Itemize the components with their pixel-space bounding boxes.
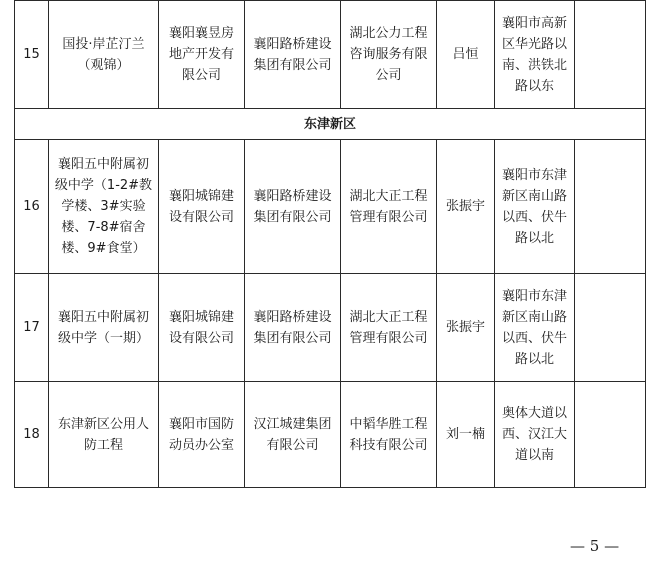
project-table [14, 0, 646, 488]
cell-person: 张振宇 [437, 274, 495, 382]
cell-project: 襄阳五中附属初级中学（1-2#教学楼、3#实验楼、7-8#宿舍楼、9#食堂） [49, 140, 159, 274]
cell-project: 东津新区公用人防工程 [49, 382, 159, 488]
table-body-top [15, 1, 646, 109]
cell-blank [575, 274, 646, 382]
table-row [15, 382, 646, 488]
cell-location: 襄阳市东津新区南山路以西、伏牛路以北 [495, 274, 575, 382]
cell-blank [575, 382, 646, 488]
section-row [15, 109, 646, 140]
cell-blank [575, 140, 646, 274]
cell-location: 襄阳市东津新区南山路以西、伏牛路以北 [495, 140, 575, 274]
cell-builder: 襄阳城锦建设有限公司 [159, 140, 245, 274]
cell-builder: 襄阳襄昱房地产开发有限公司 [159, 1, 245, 109]
cell-project: 国投·岸芷汀兰（观锦） [49, 1, 159, 109]
cell-blank [575, 1, 646, 109]
cell-supervisor: 湖北大正工程管理有限公司 [341, 274, 437, 382]
table-row [15, 1, 646, 109]
cell-person: 张振宇 [437, 140, 495, 274]
cell-contractor: 襄阳路桥建设集团有限公司 [245, 274, 341, 382]
table-body-bottom [15, 140, 646, 488]
cell-person: 刘一楠 [437, 382, 495, 488]
cell-no: 16 [15, 140, 49, 274]
cell-no: 17 [15, 274, 49, 382]
section-label: 东津新区 [15, 109, 646, 140]
page-number: — 5 — [570, 537, 620, 555]
cell-project: 襄阳五中附属初级中学（一期） [49, 274, 159, 382]
cell-contractor: 襄阳路桥建设集团有限公司 [245, 1, 341, 109]
cell-supervisor: 中韬华胜工程科技有限公司 [341, 382, 437, 488]
cell-supervisor: 湖北大正工程管理有限公司 [341, 140, 437, 274]
document-table-container [14, 0, 645, 488]
cell-person: 吕恒 [437, 1, 495, 109]
cell-contractor: 襄阳路桥建设集团有限公司 [245, 140, 341, 274]
table-section [15, 109, 646, 140]
cell-no: 18 [15, 382, 49, 488]
cell-contractor: 汉江城建集团有限公司 [245, 382, 341, 488]
cell-location: 奥体大道以西、汉江大道以南 [495, 382, 575, 488]
cell-builder: 襄阳市国防动员办公室 [159, 382, 245, 488]
table-row [15, 140, 646, 274]
cell-builder: 襄阳城锦建设有限公司 [159, 274, 245, 382]
cell-no: 15 [15, 1, 49, 109]
table-row [15, 274, 646, 382]
cell-supervisor: 湖北公力工程咨询服务有限公司 [341, 1, 437, 109]
cell-location: 襄阳市高新区华光路以南、洪铁北路以东 [495, 1, 575, 109]
